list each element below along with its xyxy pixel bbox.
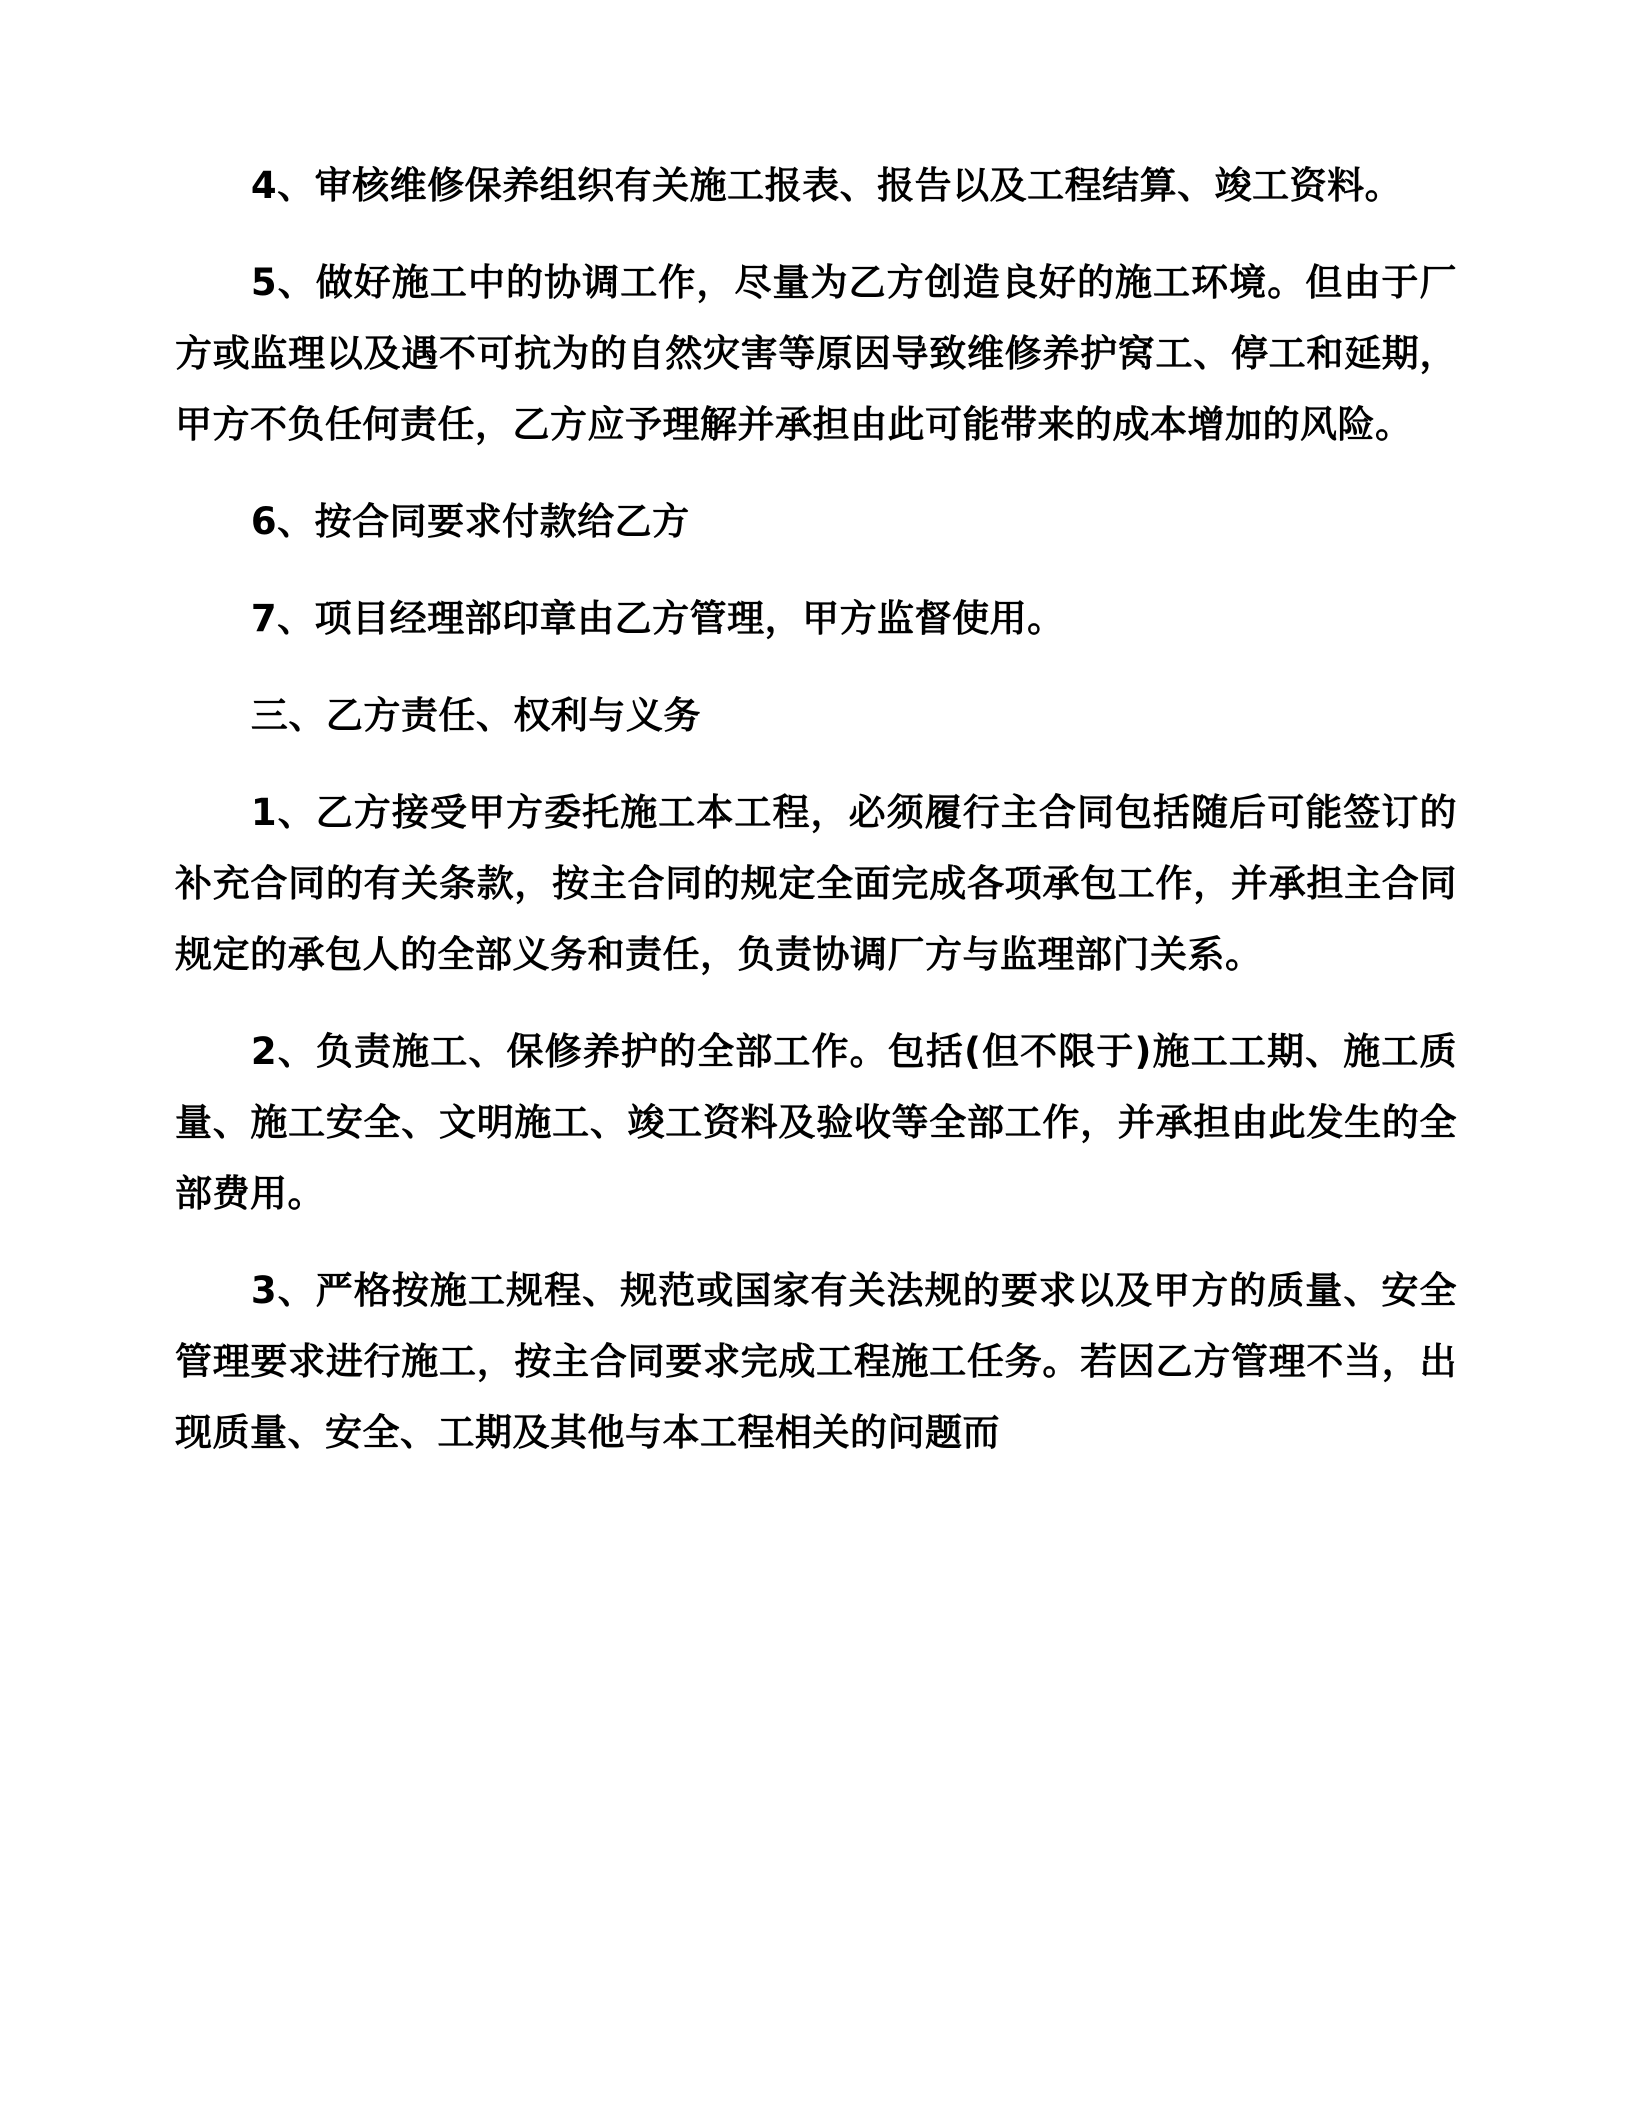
paragraph-item: 1、乙方接受甲方委托施工本工程，必须履行主合同包括随后可能签订的补充合同的有关条款，按主合同的规定全面完成各项承包工作，并承担主合同规定的承包人的全部义务和责任，负责协调厂方与监理部门关系。: [175, 791, 1457, 977]
paragraph-item: 6、按合同要求付款给乙方: [250, 500, 690, 544]
paragraph-item: 7、项目经理部印章由乙方管理，甲方监督使用。: [250, 597, 1065, 641]
paragraph-item: 3、严格按施工规程、规范或国家有关法规的要求以及甲方的质量、安全管理要求进行施工，按主合同要求完成工程施工任务。若因乙方管理不当，出现质量、安全、工期及其他与本工程相关的问题而: [175, 1269, 1457, 1455]
paragraph-item: 2、负责施工、保修养护的全部工作。包括(但不限于)施工工期、施工质量、施工安全、文明施工、竣工资料及验收等全部工作，并承担由此发生的全部费用。: [175, 1030, 1457, 1216]
paragraph-item: 5、做好施工中的协调工作，尽量为乙方创造良好的施工环境。但由于厂方或监理以及遇不可抗为的自然灾害等原因导致维修养护窝工、停工和延期，甲方不负任何责任，乙方应予理解并承担由此可能带来的成本增加的风险。: [175, 261, 1457, 447]
paragraph-item: 4、审核维修保养组织有关施工报表、报告以及工程结算、竣工资料。: [250, 164, 1403, 207]
section-heading: 三、乙方责任、权利与义务: [250, 694, 701, 738]
document-body: [175, 150, 1457, 1469]
